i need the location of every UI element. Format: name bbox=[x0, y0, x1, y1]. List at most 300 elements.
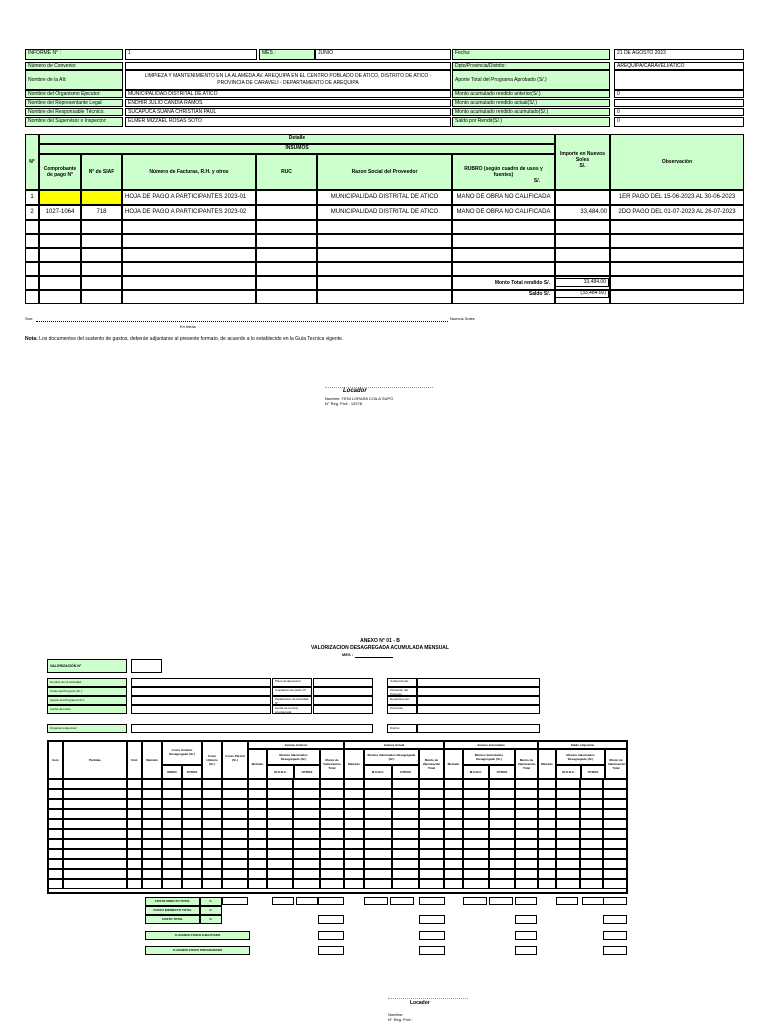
valuation-cell bbox=[489, 869, 515, 879]
valuation-cell bbox=[127, 859, 142, 869]
annex-field-value-left bbox=[131, 696, 271, 705]
valuation-cell bbox=[603, 869, 627, 879]
valuation-cell bbox=[515, 789, 538, 799]
table-cell-comprobante bbox=[39, 234, 81, 248]
valuation-cell bbox=[162, 869, 182, 879]
table-cell-ruc bbox=[256, 290, 317, 304]
vh-metrado-sub: Metrado bbox=[248, 749, 267, 779]
valuation-cell bbox=[444, 789, 463, 799]
valuation-cell bbox=[142, 829, 162, 839]
col-ruc-header: RUC bbox=[256, 154, 317, 190]
valuation-cell bbox=[182, 859, 202, 869]
valuation-cell bbox=[293, 829, 320, 839]
table-cell-razon: MUNICIPALIDAD DISTRITAL DE ATICO bbox=[317, 190, 452, 205]
valuation-cell bbox=[202, 809, 222, 819]
annex-distrito-label: Distrito: bbox=[387, 724, 417, 733]
table-cell-razon bbox=[317, 276, 452, 290]
valuation-cell bbox=[580, 829, 603, 839]
valuation-cell bbox=[489, 849, 515, 859]
valuation-cell bbox=[556, 819, 580, 829]
valuation-cell bbox=[580, 779, 603, 789]
valuation-cell bbox=[580, 799, 603, 809]
annex-title-1: ANEXO N° 01 - B bbox=[360, 638, 400, 644]
mes-value: JUNIO bbox=[315, 49, 451, 60]
valuation-cell bbox=[162, 859, 182, 869]
valuation-cell bbox=[293, 809, 320, 819]
valuation-cell bbox=[489, 839, 515, 849]
annex-field-label-right: Departamento: bbox=[387, 696, 417, 705]
vh-mdnc: M.O.N.C. bbox=[556, 765, 581, 779]
valuation-cell bbox=[556, 869, 580, 879]
table-cell-facturas bbox=[122, 234, 256, 248]
valuation-cell bbox=[444, 869, 463, 879]
table-cell-importe bbox=[555, 234, 610, 248]
valuation-cell bbox=[538, 809, 556, 819]
valuation-cell bbox=[392, 879, 419, 889]
valuation-cell bbox=[364, 879, 392, 889]
valuation-cell bbox=[320, 789, 344, 799]
son-label: Son: bbox=[25, 316, 34, 321]
valuation-cell bbox=[444, 799, 463, 809]
dpto-value: AREQUIPA/CARAVELI/ATICO bbox=[614, 62, 744, 70]
valuation-cell bbox=[603, 879, 627, 889]
valuation-cell bbox=[63, 809, 127, 819]
table-cell-razon bbox=[317, 248, 452, 262]
valuation-cell bbox=[222, 839, 248, 849]
vh-monto-val-total: Monto de Valorización Total bbox=[320, 749, 344, 779]
valuation-cell bbox=[142, 819, 162, 829]
valuation-cell bbox=[248, 809, 267, 819]
valuation-cell bbox=[344, 859, 364, 869]
annex-mes-label: MES : bbox=[342, 652, 354, 657]
table-cell-rubro bbox=[452, 262, 555, 276]
table-cell-obs bbox=[610, 262, 744, 276]
table-cell-n bbox=[25, 262, 39, 276]
col-comprobante-header: Comprobante de pago N° bbox=[39, 154, 81, 190]
insumos-header: INSUMOS bbox=[39, 144, 555, 154]
signature-reg-1: N° Reg. Prof.: 12978 bbox=[325, 401, 362, 406]
valuation-cell bbox=[48, 789, 63, 799]
vh-und: Und. bbox=[127, 741, 142, 779]
valuation-cell bbox=[48, 809, 63, 819]
valuation-cell bbox=[142, 799, 162, 809]
valuation-cell bbox=[515, 809, 538, 819]
annex-field-label-left: Aporte del Programa (S/.): bbox=[47, 696, 127, 705]
mes-label: MES : bbox=[259, 49, 315, 60]
valuation-cell bbox=[392, 849, 419, 859]
vh-otros-sub: OTROS bbox=[294, 765, 320, 779]
table-cell-siaf bbox=[81, 190, 122, 205]
annex-field-label-right: Unidad Zonal : bbox=[387, 678, 417, 687]
valuation-cell bbox=[538, 879, 556, 889]
table-cell-comprobante bbox=[39, 290, 81, 304]
table-cell-ruc bbox=[256, 262, 317, 276]
table-cell-rubro bbox=[452, 220, 555, 234]
signature-line-2 bbox=[388, 998, 468, 999]
signature-name-1: Nombre: YENI LORAINI COILA SUPO bbox=[325, 396, 394, 401]
vh-otros-sub: OTROS bbox=[392, 765, 419, 779]
valorizacion-value bbox=[131, 659, 162, 673]
valuation-cell bbox=[182, 829, 202, 839]
valuation-cell bbox=[142, 849, 162, 859]
valuation-cell bbox=[364, 779, 392, 789]
annex-total-box bbox=[272, 897, 294, 905]
valuation-cell bbox=[142, 839, 162, 849]
table-cell-ruc bbox=[256, 220, 317, 234]
valuation-cell bbox=[222, 849, 248, 859]
table-cell-comprobante bbox=[39, 276, 81, 290]
table-cell-razon: MUNICIPALIDAD DISTRITAL DE ATICO bbox=[317, 205, 452, 220]
valuation-cell bbox=[444, 839, 463, 849]
valuation-cell bbox=[248, 869, 267, 879]
valuation-cell bbox=[556, 859, 580, 869]
valuation-cell bbox=[364, 849, 392, 859]
valuation-cell bbox=[63, 859, 127, 869]
valuation-cell bbox=[419, 819, 444, 829]
annex-field-value-right bbox=[417, 696, 540, 705]
table-cell-importe bbox=[555, 220, 610, 234]
valuation-cell bbox=[202, 779, 222, 789]
convenio-label: Número de Convenio: bbox=[25, 62, 123, 70]
valuation-cell bbox=[444, 879, 463, 889]
dpto-label: Dpto/Provincia/Distrito: bbox=[452, 62, 610, 70]
vh-costo-unitario-desag: Costo Unitario Desagregado (S/.) bbox=[162, 741, 202, 765]
valuation-cell bbox=[603, 779, 627, 789]
valuation-cell bbox=[202, 859, 222, 869]
annex-total-box bbox=[582, 897, 604, 905]
valuation-cell bbox=[603, 789, 627, 799]
valuation-cell bbox=[556, 789, 580, 799]
valuation-cell bbox=[419, 779, 444, 789]
valuation-cell bbox=[556, 829, 580, 839]
valuation-cell bbox=[267, 869, 293, 879]
ait-label: Nombre de la AIt: bbox=[25, 70, 123, 90]
vh-costo-unitario: Costo Unitario (S/.) bbox=[202, 741, 222, 779]
nota-text bbox=[25, 336, 343, 342]
valuation-cell bbox=[293, 859, 320, 869]
annex-field-value-mid bbox=[313, 705, 373, 714]
annex-total-box bbox=[222, 897, 248, 905]
annex-field-value-right bbox=[417, 678, 540, 687]
supervisor-label: Nombre del Supervisor o Inspector: bbox=[25, 117, 123, 127]
valuation-cell bbox=[463, 789, 489, 799]
valuation-cell bbox=[344, 779, 364, 789]
valuation-cell bbox=[320, 779, 344, 789]
valuation-cell bbox=[344, 849, 364, 859]
nuevos-soles-label: Nuevos Soles bbox=[450, 316, 475, 321]
monto-acumulado-label: Monto acumulado rendido acumulado(S/.) bbox=[452, 108, 610, 116]
valuation-cell bbox=[556, 879, 580, 889]
valuation-cell bbox=[127, 789, 142, 799]
pct-ejecutado-label: % AVANCE FISICO EJECUTADO bbox=[145, 931, 250, 940]
vh-metrado: Metrado bbox=[142, 741, 162, 779]
valuation-cell bbox=[515, 819, 538, 829]
annex-organismo-label: Organismo Ejecutor : bbox=[47, 724, 127, 733]
annex-total-unit: S/. bbox=[200, 915, 222, 924]
saldo-total-value: (33,484.00) bbox=[554, 289, 609, 298]
valuation-cell bbox=[248, 839, 267, 849]
valuation-cell bbox=[419, 789, 444, 799]
valuation-cell bbox=[248, 779, 267, 789]
table-cell-siaf bbox=[81, 262, 122, 276]
vh-metrado-sub: Metrado bbox=[444, 749, 463, 779]
valuation-cell bbox=[48, 799, 63, 809]
valuation-cell bbox=[248, 819, 267, 829]
valuation-cell bbox=[463, 849, 489, 859]
table-cell-comprobante: 1027-1064 bbox=[39, 205, 81, 220]
valuation-cell bbox=[63, 849, 127, 859]
valuation-cell bbox=[364, 839, 392, 849]
valuation-cell bbox=[538, 869, 556, 879]
valuation-cell bbox=[182, 879, 202, 889]
importe-header bbox=[555, 134, 610, 190]
valuation-cell bbox=[463, 829, 489, 839]
annex-total-box bbox=[603, 915, 627, 924]
valuation-cell bbox=[392, 829, 419, 839]
valuation-cell bbox=[142, 789, 162, 799]
valuation-cell bbox=[364, 869, 392, 879]
valuation-cell bbox=[344, 829, 364, 839]
obs-header: Observación bbox=[610, 134, 744, 190]
valuation-cell bbox=[142, 809, 162, 819]
table-cell-facturas bbox=[122, 220, 256, 234]
nota-body: Los documentos del sustento de gastos, deberán adjuntarse al presente formato, de acuerdo a lo establecido en la Guía Tecnica vigente. bbox=[37, 336, 344, 342]
vh-mono: MONO bbox=[162, 765, 182, 779]
valuation-cell bbox=[320, 799, 344, 809]
valuation-cell bbox=[515, 879, 538, 889]
annex-field-label-mid: Plazo de Ejecución: bbox=[272, 678, 312, 687]
organismo-value: MUNICIPALIDAD DISTRITAL DE ATICO bbox=[125, 90, 451, 98]
annex-total-label: COSTO DIRECTO TOTAL bbox=[145, 897, 200, 906]
valuation-cell bbox=[182, 779, 202, 789]
valuation-cell bbox=[182, 869, 202, 879]
table-cell-comprobante bbox=[39, 220, 81, 234]
monto-anterior-label: Monto acumulado rendido anterior(S/.) bbox=[452, 90, 610, 98]
representante-value: ENDHIR JULIO CANDIA RAMOS bbox=[125, 99, 451, 107]
valuation-cell bbox=[222, 779, 248, 789]
vh-montos-val: Montos Valorizados Desagregado (S/.) bbox=[267, 749, 320, 765]
valuation-cell bbox=[182, 809, 202, 819]
importe-unit: S/. bbox=[579, 163, 586, 169]
vh-montos-val: Montos Valorizados Desagregado (S/.) bbox=[463, 749, 515, 765]
valuation-cell bbox=[556, 809, 580, 819]
table-cell-rubro: MANO DE OBRA NO CALIFICADA bbox=[452, 205, 555, 220]
valuation-cell bbox=[320, 879, 344, 889]
table-cell-comprobante bbox=[39, 262, 81, 276]
vh-partidas: Partidas bbox=[63, 741, 127, 779]
annex-field-value-left bbox=[131, 705, 271, 714]
table-cell-siaf bbox=[81, 290, 122, 304]
vh-group-avance_acumulado: Avance Acumulado bbox=[444, 741, 538, 749]
valuation-cell bbox=[489, 799, 515, 809]
valuation-cell bbox=[127, 779, 142, 789]
valuation-cell bbox=[162, 879, 182, 889]
valuation-cell bbox=[419, 879, 444, 889]
ait-value-line-2: PROVINCIA DE CARAVELI - DEPARTAMENTO DE AREQUIPA bbox=[217, 80, 359, 86]
annex-total-unit: S/. bbox=[200, 897, 222, 906]
valuation-cell bbox=[344, 809, 364, 819]
valuation-cell bbox=[63, 829, 127, 839]
annex-field-label-right: Ubicación del Proyecto: bbox=[387, 687, 417, 696]
table-cell-obs: 1ER PAGO DEL 15-06-2023 AL 30-06-2023 bbox=[610, 190, 744, 205]
annex-field-label-left: Costo del Proyecto (S/.): bbox=[47, 687, 127, 696]
col-siaf-header: N° de SIAF bbox=[81, 154, 122, 190]
valuation-cell bbox=[392, 809, 419, 819]
annex-title-2: VALORIZACION DESAGREGADA ACUMULADA MENSUAL bbox=[311, 645, 449, 651]
valuation-cell bbox=[364, 829, 392, 839]
vh-monto-val-total: Monto de Valorización Total bbox=[419, 749, 444, 779]
monto-total-value: 33,484.00 bbox=[554, 278, 609, 287]
valuation-cell bbox=[63, 879, 127, 889]
annex-field-label-right: Provincia: bbox=[387, 705, 417, 714]
valuation-cell bbox=[248, 859, 267, 869]
valuation-cell bbox=[419, 869, 444, 879]
valuation-cell bbox=[162, 789, 182, 799]
valuation-cell bbox=[127, 809, 142, 819]
monto-anterior-value: 0 bbox=[614, 90, 744, 98]
valuation-cell bbox=[556, 849, 580, 859]
responsable-label: Nombre del Responsable Técnico: bbox=[25, 108, 123, 116]
valuation-cell bbox=[580, 859, 603, 869]
valuation-cell bbox=[463, 839, 489, 849]
rubro-label: RUBRO (según cuadro de usos y fuentes) bbox=[464, 166, 543, 178]
valuation-cell bbox=[603, 829, 627, 839]
valuation-cell bbox=[142, 779, 162, 789]
valuation-cell bbox=[419, 859, 444, 869]
pct-ejecutado-box bbox=[515, 931, 537, 940]
valuation-cell bbox=[222, 859, 248, 869]
table-cell-n bbox=[25, 276, 39, 290]
valuation-cell bbox=[444, 849, 463, 859]
valuation-cell bbox=[162, 779, 182, 789]
valuation-cell bbox=[182, 799, 202, 809]
organismo-label: Nombre del Organismo Ejecutor: bbox=[25, 90, 123, 98]
table-cell-ruc bbox=[256, 190, 317, 205]
nota-bold: Nota: bbox=[25, 336, 38, 342]
table-cell-obs bbox=[610, 276, 744, 290]
annex-total-unit: S/. bbox=[200, 906, 222, 915]
table-cell-facturas bbox=[122, 276, 256, 290]
en-letras-label: En letras bbox=[180, 324, 196, 329]
valuation-cell bbox=[293, 779, 320, 789]
vh-group-saldo_ejecutar: Saldo a Ejecutar bbox=[538, 741, 627, 749]
valuation-cell bbox=[127, 819, 142, 829]
table-cell-razon bbox=[317, 220, 452, 234]
valuation-cell bbox=[364, 799, 392, 809]
annex-total-label: COSTO TOTAL bbox=[145, 915, 200, 924]
valuation-cell bbox=[267, 819, 293, 829]
valuation-cell bbox=[392, 819, 419, 829]
valuation-cell bbox=[580, 839, 603, 849]
table-cell-importe bbox=[555, 262, 610, 276]
annex-field-value-left bbox=[131, 687, 271, 696]
table-cell-comprobante bbox=[39, 248, 81, 262]
valuation-cell bbox=[162, 839, 182, 849]
valuation-cell bbox=[444, 779, 463, 789]
valuation-cell bbox=[344, 819, 364, 829]
valuation-cell bbox=[127, 829, 142, 839]
valuation-cell bbox=[162, 849, 182, 859]
valuation-cell bbox=[344, 839, 364, 849]
valuation-cell bbox=[556, 839, 580, 849]
ait-value bbox=[125, 70, 451, 90]
aporte-value bbox=[614, 70, 744, 90]
annex-total-box bbox=[463, 897, 487, 905]
annex-organismo-value bbox=[131, 724, 373, 733]
annex-total-box bbox=[556, 897, 578, 905]
valuation-cell bbox=[63, 799, 127, 809]
valuation-cell bbox=[444, 809, 463, 819]
table-cell-siaf bbox=[81, 220, 122, 234]
annex-total-label: COSTO INDIRECTO TOTAL bbox=[145, 906, 200, 915]
table-cell-n: 1 bbox=[25, 190, 39, 205]
valuation-cell bbox=[320, 819, 344, 829]
table-cell-rubro: MANO DE OBRA NO CALIFICADA bbox=[452, 190, 555, 205]
valuation-cell bbox=[344, 879, 364, 889]
informe-label: INFORME N° : bbox=[25, 49, 123, 60]
valuation-cell bbox=[538, 849, 556, 859]
monto-actual-value bbox=[614, 99, 744, 107]
valuation-cell bbox=[538, 839, 556, 849]
annex-total-box bbox=[318, 915, 344, 924]
vh-otros: OTROS bbox=[182, 765, 202, 779]
valuation-cell bbox=[202, 879, 222, 889]
annex-field-label-left: Nombre de la Actividad: bbox=[47, 678, 127, 687]
table-cell-facturas bbox=[122, 262, 256, 276]
valuation-cell bbox=[48, 839, 63, 849]
vh-group-avance_actual: Avance Actual bbox=[344, 741, 444, 749]
valuation-cell bbox=[463, 819, 489, 829]
pct-ejecutado-box bbox=[419, 931, 445, 940]
valuation-cell bbox=[142, 879, 162, 889]
saldo-label: Saldo por Rendir(S/.) bbox=[452, 117, 610, 127]
valuation-cell bbox=[182, 789, 202, 799]
valuation-cell bbox=[48, 849, 63, 859]
valuation-cell bbox=[580, 789, 603, 799]
valuation-cell bbox=[293, 839, 320, 849]
pct-programado-box bbox=[318, 946, 344, 955]
valuation-cell bbox=[127, 839, 142, 849]
table-cell-rubro bbox=[452, 234, 555, 248]
valuation-cell bbox=[48, 829, 63, 839]
annex-field-value-right bbox=[417, 705, 540, 714]
valuation-cell bbox=[603, 849, 627, 859]
valuation-cell bbox=[162, 809, 182, 819]
valuation-cell bbox=[222, 819, 248, 829]
annex-field-value-mid bbox=[313, 687, 373, 696]
valuation-cell bbox=[293, 799, 320, 809]
valuation-cell bbox=[463, 869, 489, 879]
table-cell-ruc bbox=[256, 248, 317, 262]
valuation-cell bbox=[392, 869, 419, 879]
valuation-cell bbox=[515, 829, 538, 839]
valuation-cell bbox=[182, 849, 202, 859]
representante-label: Nombre del Representante Legal bbox=[25, 99, 123, 107]
signature-title-2: Locador bbox=[410, 1000, 430, 1006]
valuation-cell bbox=[127, 869, 142, 879]
valuation-cell bbox=[489, 879, 515, 889]
vh-item: Item bbox=[48, 741, 63, 779]
valuation-cell bbox=[515, 779, 538, 789]
valuation-cell bbox=[267, 859, 293, 869]
col-razon-header: Razon Social del Proveedor bbox=[317, 154, 452, 190]
valuation-cell bbox=[489, 819, 515, 829]
vh-metrado-sub: Metrado bbox=[344, 749, 364, 779]
pct-programado-box bbox=[419, 946, 445, 955]
valuation-cell bbox=[63, 819, 127, 829]
valuation-cell bbox=[603, 799, 627, 809]
valuation-cell bbox=[444, 859, 463, 869]
